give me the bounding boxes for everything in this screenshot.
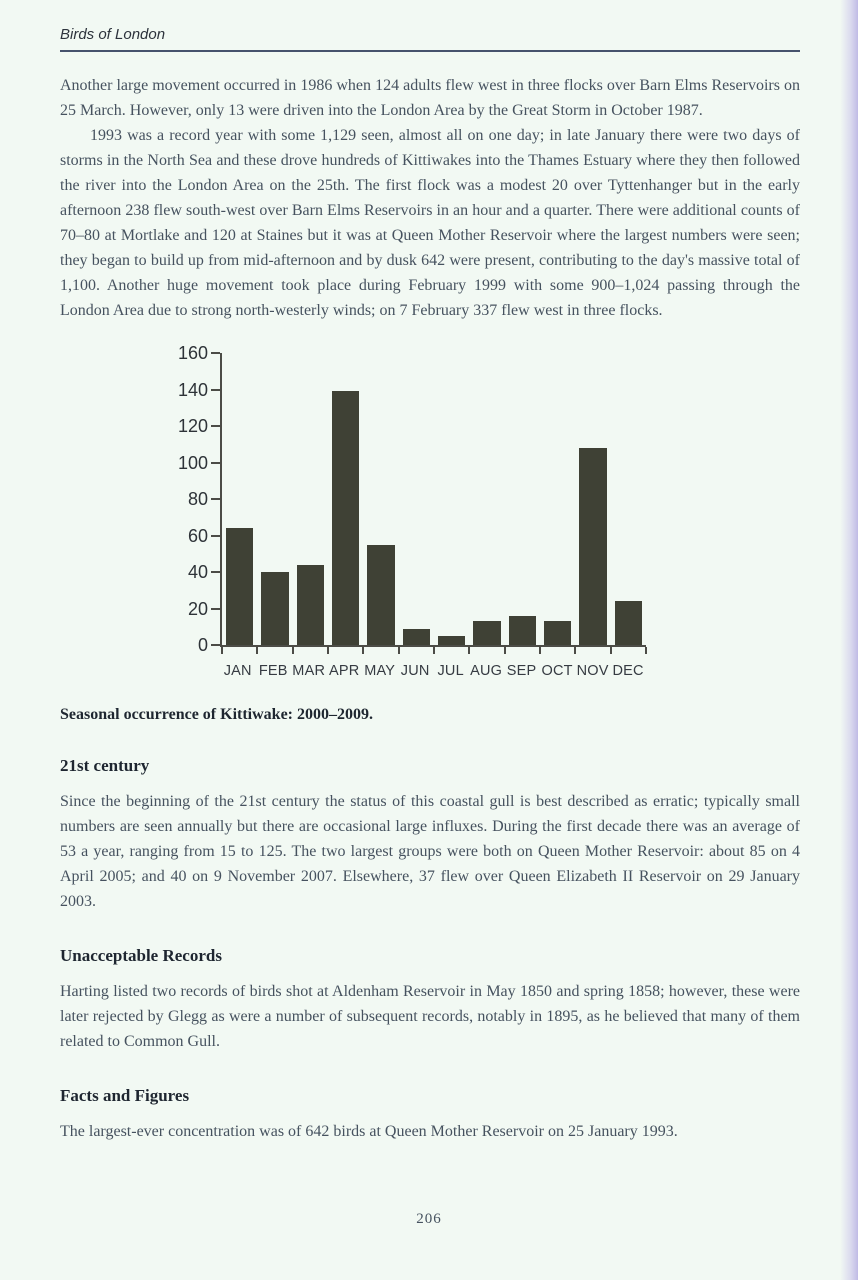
bar-aug xyxy=(473,621,500,645)
y-tick-100 xyxy=(211,462,220,464)
paragraph-1993: 1993 was a record year with some 1,129 seen, almost all on one day; in late January there were two days of storms in the North Sea and these drove hundreds of Kittiwakes into the Thames Estuary where they then followed the river into the London Area on the 25th. The first flock was a modest 20 over Tyttenhanger but in the early afternoon 238 flew south-west over Barn Elms Reservoirs in an hour and a quarter. There were additional counts of 70–80 at Mortlake and 120 at Staines but it was at Queen Mother Reservoir where the largest numbers were seen; they began to build up from mid-afternoon and by dusk 642 were present, contributing to the day's massive total of 1,100. Another huge movement took place during February 1999 with some 900–1,024 passing through the London Area due to strong north-westerly winds; on 7 February 337 flew west in three flocks. xyxy=(60,127,800,319)
x-tick-1 xyxy=(256,647,258,654)
bar-may xyxy=(367,545,394,645)
y-tick-40 xyxy=(211,571,220,573)
section-heading-21st-century: 21st century xyxy=(60,756,150,775)
x-axis-label-jun: JUN xyxy=(400,663,430,679)
x-tick-3 xyxy=(327,647,329,654)
section-body-unacceptable-records: Harting listed two records of birds shot at Aldenham Reservoir in May 1850 and spring 1858; however, these were later rejected by Glegg as were a number of subsequent records, notably in 1895, as he believed that many of them related to Common Gull. xyxy=(60,983,800,1050)
x-tick-11 xyxy=(610,647,612,654)
y-axis-label-20: 20 xyxy=(187,598,208,619)
y-axis-label-60: 60 xyxy=(187,525,208,546)
x-axis-label-dec: DEC xyxy=(612,663,644,679)
bar-oct xyxy=(544,621,571,645)
running-header: Birds of London xyxy=(60,26,800,52)
x-axis-labels xyxy=(220,663,646,679)
x-tick-5 xyxy=(398,647,400,654)
x-axis-label-feb: FEB xyxy=(258,663,288,679)
y-axis-label-140: 140 xyxy=(177,379,208,400)
x-axis-label-oct: OCT xyxy=(541,663,573,679)
x-tick-7 xyxy=(468,647,470,654)
y-tick-120 xyxy=(211,425,220,427)
x-axis-label-aug: AUG xyxy=(470,663,503,679)
x-tick-6 xyxy=(433,647,435,654)
x-axis-label-mar: MAR xyxy=(292,663,326,679)
bar-dec xyxy=(615,601,642,645)
bar-jul xyxy=(438,636,465,645)
x-tick-8 xyxy=(504,647,506,654)
section-body-facts-and-figures: The largest-ever concentration was of 642 birds at Queen Mother Reservoir on 25 January 1993. xyxy=(60,1123,678,1140)
y-axis-label-0: 0 xyxy=(197,635,208,655)
y-tick-60 xyxy=(211,535,220,537)
x-tick-10 xyxy=(574,647,576,654)
x-tick-9 xyxy=(539,647,541,654)
y-tick-20 xyxy=(211,608,220,610)
section-body-21st-century: Since the beginning of the 21st century the status of this coastal gull is best described as erratic; typically small numbers are seen annually but there are occasional large influxes. During the first decade there was an average of 53 a year, ranging from 15 to 125. The two largest groups were both on Queen Mother Reservoir: about 85 on 4 April 2005; and 40 on 9 November 2007. Elsewhere, 37 flew over Queen Elizabeth II Reservoir on 29 January 2003. xyxy=(60,793,800,910)
bar-chart xyxy=(162,343,800,679)
bar-nov xyxy=(579,448,606,645)
x-tick-12 xyxy=(645,647,647,654)
chart-caption: Seasonal occurrence of Kittiwake: 2000–2009. xyxy=(60,706,373,723)
x-tick-4 xyxy=(362,647,364,654)
y-axis-label-40: 40 xyxy=(187,562,208,582)
bar-jan xyxy=(226,528,253,645)
x-axis-label-jan: JAN xyxy=(223,663,252,679)
chart-plot xyxy=(220,353,646,647)
bar-sep xyxy=(509,616,536,645)
x-axis-label-may: MAY xyxy=(364,663,396,679)
x-tick-0 xyxy=(221,647,223,654)
y-axis-labels xyxy=(162,343,220,655)
section-unacceptable-records xyxy=(60,946,800,1054)
x-axis-label-jul: JUL xyxy=(437,663,464,679)
bar-apr xyxy=(332,391,359,645)
x-axis-label-sep: SEP xyxy=(506,663,537,679)
y-tick-80 xyxy=(211,498,220,500)
y-tick-0 xyxy=(211,644,220,646)
x-axis-label-apr: APR xyxy=(328,663,360,679)
section-facts-and-figures xyxy=(60,1086,800,1144)
y-axis-label-120: 120 xyxy=(177,416,208,436)
intro-paragraphs xyxy=(60,73,800,323)
section-heading-facts-and-figures: Facts and Figures xyxy=(60,1086,190,1105)
y-tick-140 xyxy=(211,389,220,391)
bar-jun xyxy=(403,629,430,645)
x-axis-label-nov: NOV xyxy=(576,663,609,679)
section-21st-century xyxy=(60,756,800,914)
bar-feb xyxy=(261,572,288,645)
x-tick-2 xyxy=(292,647,294,654)
y-axis-label-100: 100 xyxy=(177,452,208,473)
section-heading-unacceptable-records: Unacceptable Records xyxy=(60,946,222,965)
paragraph-1986: Another large movement occurred in 1986 when 124 adults flew west in three flocks over Barn Elms Reservoirs on 25 March. However, only 13 were driven into the London Area by the Great Storm in October 1987. xyxy=(60,77,800,119)
y-axis-label-80: 80 xyxy=(187,489,208,509)
page-number: 206 xyxy=(416,1211,442,1227)
bar-mar xyxy=(297,565,324,645)
y-axis-label-160: 160 xyxy=(177,343,208,363)
y-tick-160 xyxy=(211,352,220,354)
chart-inner xyxy=(162,343,800,655)
